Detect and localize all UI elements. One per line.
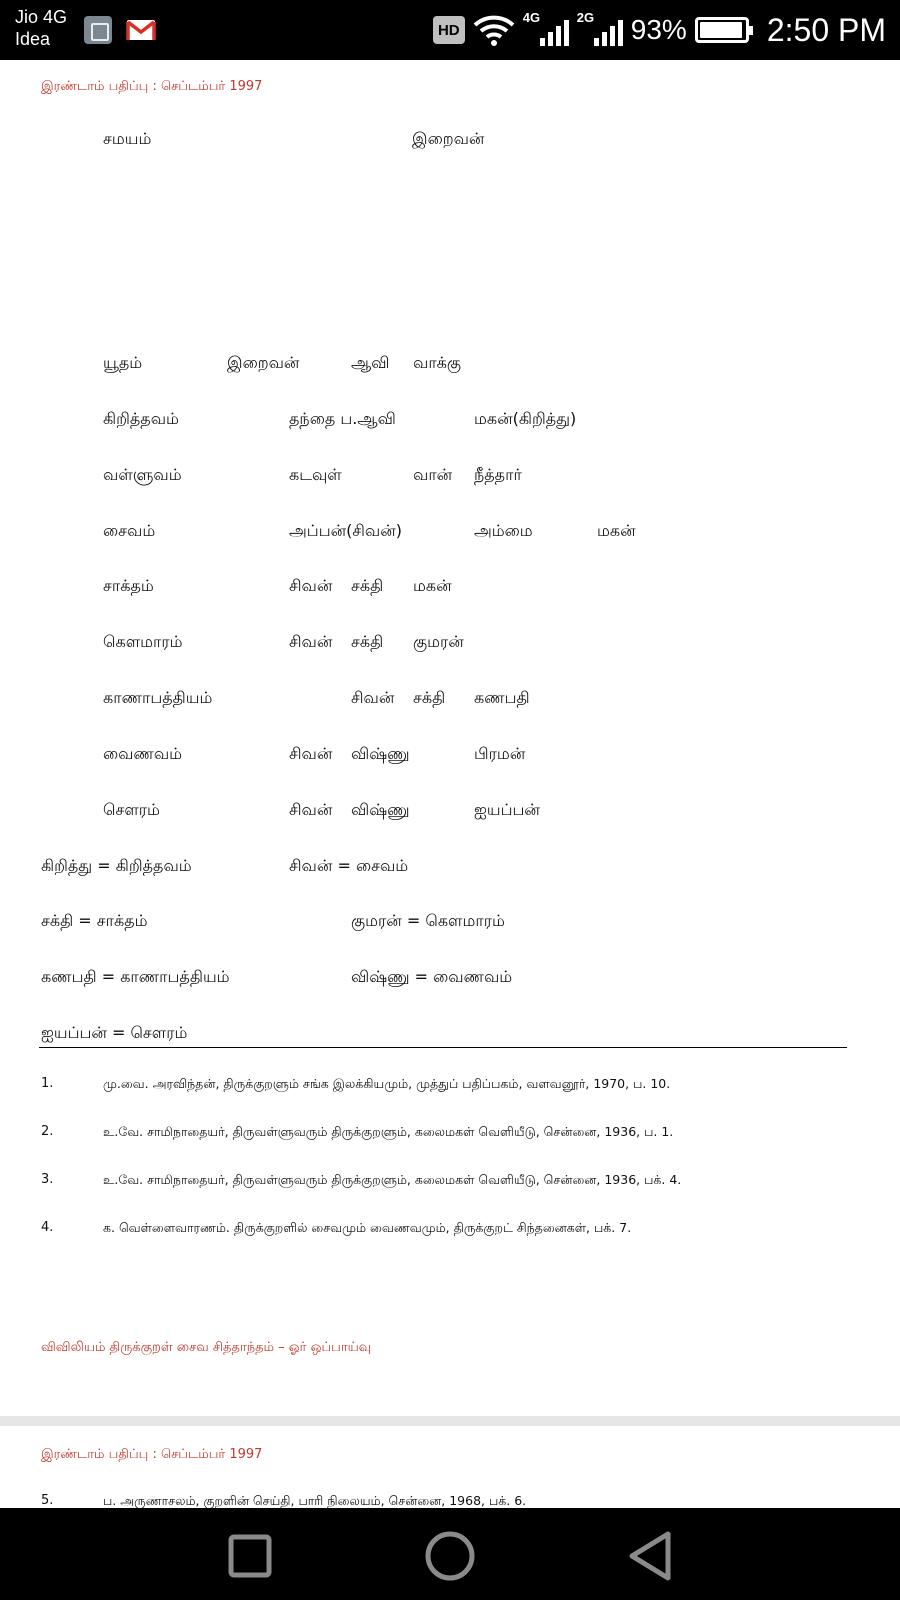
table-cell: மகன் xyxy=(597,521,636,540)
carrier-line-2: Idea xyxy=(15,29,51,49)
carrier-line-1: Jio 4G xyxy=(15,7,68,27)
table-heading-religion: சமயம் xyxy=(103,129,152,148)
clock: 2:50 PM xyxy=(766,11,886,48)
page-header: இரண்டாம் பதிப்பு : செப்டம்பர் 1997 xyxy=(41,1447,263,1462)
document-viewer[interactable] xyxy=(0,60,900,1508)
table-cell: சைவம் xyxy=(103,521,156,540)
table-cell: சிவன் xyxy=(289,744,333,763)
table-cell: கடவுள் xyxy=(289,465,342,484)
battery-percent: 93% xyxy=(630,14,687,45)
table-cell: விஷ்ணு xyxy=(351,800,410,819)
battery-icon xyxy=(695,17,749,43)
signal-icon xyxy=(540,20,569,46)
footnote-text: மு.வை. அரவிந்தன், திருக்குறளும் சங்க இலக்கியமும், முத்துப் பதிப்பகம், வளவனூர், 1970, ப. 10. xyxy=(103,1076,671,1091)
table-heading-god: இறைவன் xyxy=(412,129,485,148)
table-cell: சாக்தம் xyxy=(103,576,154,595)
table-cell: இறைவன் xyxy=(227,353,300,372)
back-icon[interactable] xyxy=(622,1528,678,1584)
equation-line: சிவன் = சைவம் xyxy=(289,856,409,875)
page-header: இரண்டாம் பதிப்பு : செப்டம்பர் 1997 xyxy=(41,79,263,94)
wifi-icon xyxy=(473,13,515,47)
equation-line: குமரன் = கௌமாரம் xyxy=(351,911,505,930)
signal-2g-label: 2G xyxy=(576,10,595,25)
table-cell: அம்மை xyxy=(474,521,533,540)
table-cell: அப்பன்(சிவன்) xyxy=(289,521,402,540)
footnote-text: உ.வே. சாமிநாதையர், திருவள்ளுவரும் திருக்குறளும், கலைமகள் வெளியீடு, சென்னை, 1936, ப. 1. xyxy=(103,1124,674,1139)
hd-badge: HD xyxy=(433,16,465,44)
table-cell: சக்தி xyxy=(351,632,384,651)
table-cell: கௌமாரம் xyxy=(103,632,183,651)
status-bar xyxy=(0,0,900,60)
gmail-icon xyxy=(126,18,156,42)
table-cell: வள்ளுவம் xyxy=(103,465,182,484)
equation-line: கணபதி = காணாபத்தியம் xyxy=(41,967,230,986)
equation-line: சக்தி = சாக்தம் xyxy=(41,911,148,930)
table-cell: கணபதி xyxy=(474,688,530,707)
footnote-text: உ.வே. சாமிநாதையர், திருவள்ளுவரும் திருக்குறளும், கலைமகள் வெளியீடு, சென்னை, 1936, பக். 4. xyxy=(103,1172,682,1187)
footnote-separator xyxy=(39,1047,847,1048)
carrier-label xyxy=(15,6,67,50)
table-cell: குமரன் xyxy=(413,632,464,651)
navigation-bar xyxy=(0,1508,900,1600)
table-cell: சிவன் xyxy=(289,632,333,651)
page-footer: விவிலியம் திருக்குறள் சைவ சித்தாந்தம் – ஓர் ஒப்பாய்வு xyxy=(41,1340,372,1355)
table-cell: சிவன் xyxy=(351,688,395,707)
footnote-number: 2. xyxy=(41,1124,54,1139)
notification-icons xyxy=(84,16,156,44)
table-cell: சக்தி xyxy=(413,688,446,707)
recent-apps-icon[interactable] xyxy=(222,1528,278,1584)
table-cell: சக்தி xyxy=(351,576,384,595)
gallery-icon xyxy=(84,16,112,44)
table-cell: சிவன் xyxy=(289,576,333,595)
table-cell: வைணவம் xyxy=(103,744,182,763)
table-cell: பிரமன் xyxy=(474,744,526,763)
table-cell: நீத்தார் xyxy=(474,465,522,484)
footnote-number: 3. xyxy=(41,1172,54,1187)
table-cell: கிறித்தவம் xyxy=(103,409,179,428)
table-cell: தந்தை ப.ஆவி xyxy=(289,409,396,428)
system-icons xyxy=(433,8,886,52)
table-cell: யூதம் xyxy=(103,353,143,372)
signal-icon xyxy=(594,20,623,46)
home-icon[interactable] xyxy=(422,1528,478,1584)
footnote-number: 4. xyxy=(41,1220,54,1235)
footnote-text: க. வெள்ளைவாரணம். திருக்குறளில் சைவமும் வைணவமும், திருக்குறட் சிந்தனைகள், பக். 7. xyxy=(103,1220,632,1235)
signal-2g xyxy=(577,10,623,50)
signal-4g xyxy=(523,10,569,50)
page-divider xyxy=(0,1416,900,1426)
equation-line: ஐயப்பன் = சௌரம் xyxy=(41,1023,188,1042)
equation-line: கிறித்து = கிறித்தவம் xyxy=(41,856,192,875)
table-cell: வான் xyxy=(413,465,453,484)
table-cell: ஆவி xyxy=(351,353,390,372)
footnote-number: 1. xyxy=(41,1076,54,1091)
table-cell: விஷ்ணு xyxy=(351,744,410,763)
table-cell: ஐயப்பன் xyxy=(474,800,540,819)
table-cell: காணாபத்தியம் xyxy=(103,688,213,707)
footnote-number: 5. xyxy=(41,1493,54,1508)
table-cell: மகன்(கிறித்து) xyxy=(474,409,577,428)
equation-line: விஷ்ணு = வைணவம் xyxy=(351,967,513,986)
table-cell: வாக்கு xyxy=(413,353,462,372)
table-cell: சௌரம் xyxy=(103,800,160,819)
footnote-text: ப. அருணாசலம், குறளின் செய்தி, பாரி நிலையம், சென்னை, 1968, பக். 6. xyxy=(103,1493,527,1508)
table-cell: சிவன் xyxy=(289,800,333,819)
table-cell: மகன் xyxy=(413,576,452,595)
signal-4g-label: 4G xyxy=(522,10,541,25)
